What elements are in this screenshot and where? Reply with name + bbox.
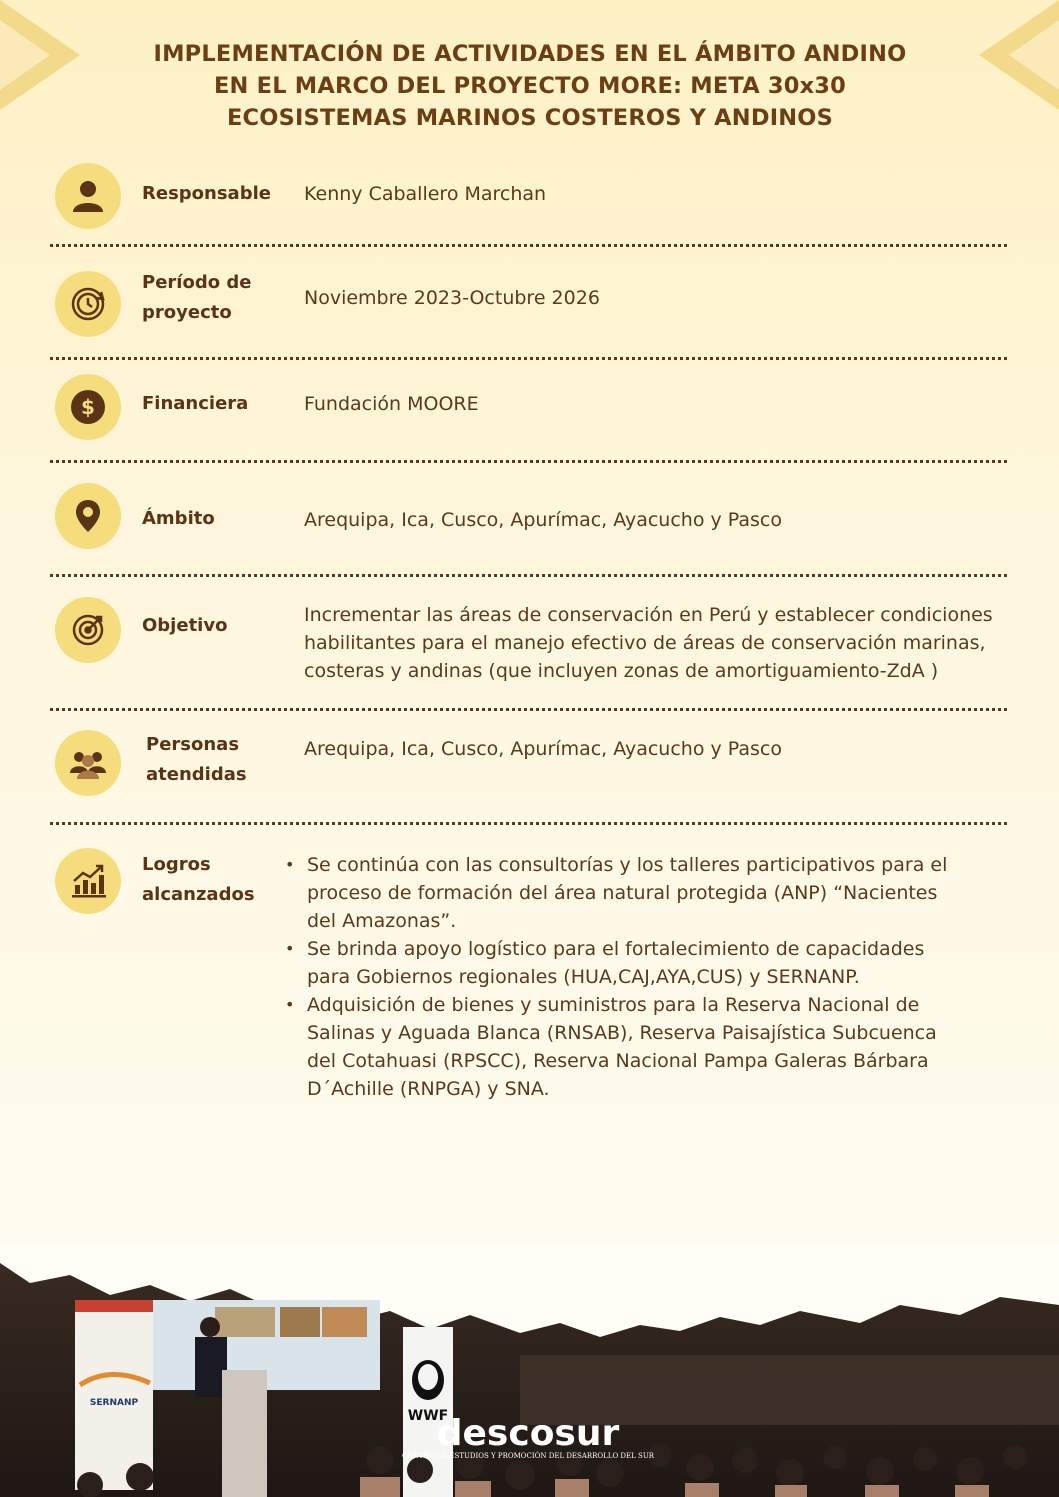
sernanp-banner-text: SERNANP xyxy=(89,1398,139,1408)
label-financiera: Financiera xyxy=(142,393,249,414)
row-personas xyxy=(0,730,1059,800)
divider xyxy=(50,357,1007,360)
label-logros-line1: Logros xyxy=(142,854,211,875)
row-logros xyxy=(0,848,1059,1108)
row-financiera xyxy=(0,374,1059,444)
label-personas xyxy=(146,730,286,790)
title-line-2: EN EL MARCO DEL PROYECTO MORE: META 30x30 xyxy=(213,73,846,99)
event-photo xyxy=(0,1245,1059,1497)
page-title xyxy=(100,38,960,134)
divider xyxy=(50,822,1007,825)
label-periodo-line1: Período de xyxy=(142,272,252,293)
descosur-tagline: CENTRO DE ESTUDIOS Y PROMOCIÓN DEL DESARROLLO DEL SUR xyxy=(401,1452,655,1460)
row-ambito xyxy=(0,483,1059,553)
label-responsable: Responsable xyxy=(142,183,271,204)
row-periodo xyxy=(0,268,1059,348)
divider xyxy=(50,244,1007,247)
divider xyxy=(50,460,1007,463)
value-financiera: Fundación MOORE xyxy=(304,393,479,415)
value-personas: Arequipa, Ica, Cusco, Apurímac, Ayacucho y Pasco xyxy=(304,738,782,760)
dollar-icon xyxy=(55,374,121,440)
label-periodo xyxy=(142,268,282,328)
value-objetivo-line3: costeras y andinas (que incluyen zonas de amortiguamiento-ZdA ) xyxy=(304,660,939,682)
value-periodo: Noviembre 2023-Octubre 2026 xyxy=(304,287,600,309)
title-line-1: IMPLEMENTACIÓN DE ACTIVIDADES EN EL ÁMBITO ANDINO xyxy=(153,41,907,67)
list-item: • Se brinda apoyo logístico para el fortalecimiento de capacidades para Gobiernos regionales (HUA,CAJ,AYA,CUS) y SERNANP. xyxy=(285,935,985,991)
divider xyxy=(50,574,1007,577)
label-logros xyxy=(142,850,282,910)
label-logros-line2: alcanzados xyxy=(142,884,255,905)
location-pin-icon xyxy=(55,483,121,549)
person-icon xyxy=(55,163,121,229)
value-objetivo xyxy=(304,601,1004,685)
wwf-banner-text: WWF xyxy=(407,1408,449,1424)
row-responsable xyxy=(0,163,1059,233)
group-icon xyxy=(55,730,121,796)
title-line-3: ECOSISTEMAS MARINOS COSTEROS Y ANDINOS xyxy=(226,105,834,131)
value-responsable: Kenny Caballero Marchan xyxy=(304,183,547,205)
event-photo-scene xyxy=(0,1245,1059,1497)
growth-chart-icon xyxy=(55,848,121,914)
achievements-list xyxy=(285,851,985,1103)
descosur-logo: descosur xyxy=(436,1413,620,1454)
value-objetivo-line2: habilitantes para el manejo efectivo de áreas de conservación marinas, xyxy=(304,632,986,654)
corner-decoration-left xyxy=(0,0,80,110)
svg-text:$: $ xyxy=(81,395,95,419)
corner-decoration-right xyxy=(979,0,1059,110)
row-objetivo xyxy=(0,597,1059,697)
list-item: • Adquisición de bienes y suministros para la Reserva Nacional de Salinas y Aguada Blanca (RNSAB), Reserva Paisajística Subcuenca del Cotahuasi (RPSCC), Reserva Nacional Pampa Galeras Bárbara D´Achille (RNPGA) y SNA. xyxy=(285,991,985,1103)
value-objetivo-line1: Incrementar las áreas de conservación en Perú y establecer condiciones xyxy=(304,604,993,626)
label-personas-line2: atendidas xyxy=(146,764,247,785)
value-ambito: Arequipa, Ica, Cusco, Apurímac, Ayacucho y Pasco xyxy=(304,509,782,531)
label-ambito: Ámbito xyxy=(142,508,215,529)
target-icon xyxy=(55,597,121,663)
label-periodo-line2: proyecto xyxy=(142,302,232,323)
label-personas-line1: Personas xyxy=(146,734,240,755)
list-item: • Se continúa con las consultorías y los talleres participativos para el proceso de formación del área natural protegida (ANP) “Nacientes del Amazonas”. xyxy=(285,851,985,935)
clock-cycle-icon xyxy=(55,271,121,337)
value-logros xyxy=(285,851,985,1103)
label-objetivo: Objetivo xyxy=(142,615,228,636)
divider xyxy=(50,708,1007,711)
